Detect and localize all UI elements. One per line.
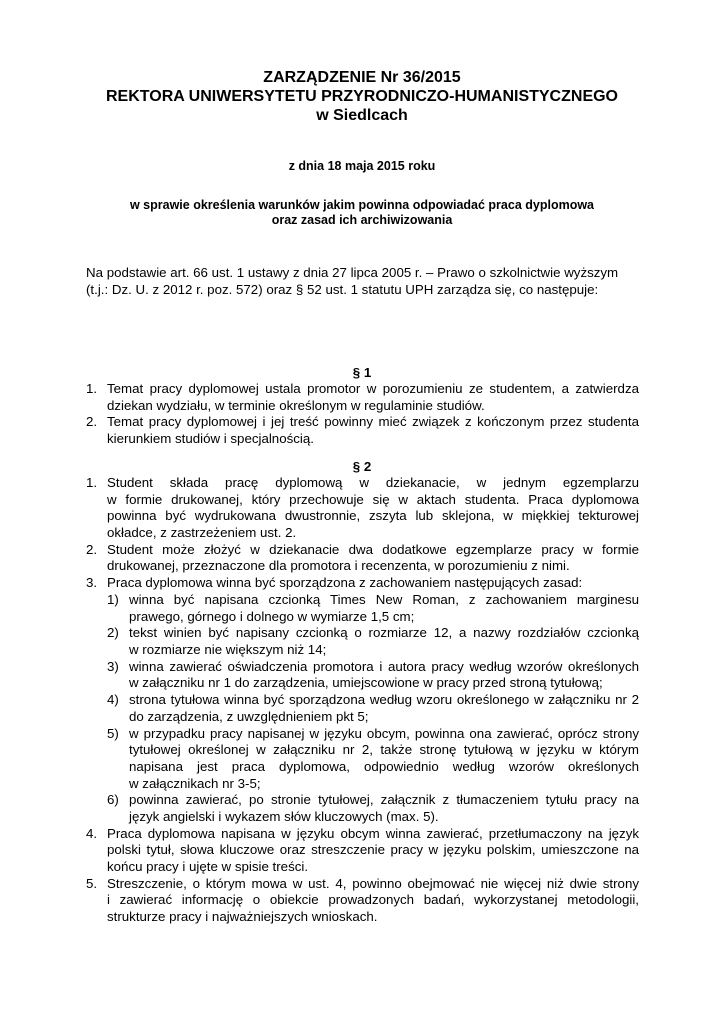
list-line: do zarządzenia, z uwzględnieniem pkt 5;	[129, 708, 369, 724]
list-line: winna być napisana czcionką Times New Roman, z zachowaniem marginesu	[129, 591, 639, 607]
list-line: dziekan wydziału, w terminie określonym w regulaminie studiów.	[107, 397, 485, 413]
document-date	[0, 159, 724, 174]
section-1-heading: § 1	[352, 365, 372, 380]
document-title	[0, 68, 724, 125]
list-line: strukturze pracy i najważniejszych wnioskach.	[107, 909, 378, 925]
list-number: 1.	[86, 475, 98, 490]
document-subject	[0, 198, 724, 228]
list-line: powinna zawierać, po stronie tytułowej, załącznik z tłumaczeniem tytułu pracy na	[129, 792, 639, 808]
list-line: w formie drukowanej, który przechowuje się w aktach studenta. Praca dyplomowa	[107, 491, 639, 507]
list-line: strona tytułowa winna być sporządzona według wzoru określonego w załączniku nr 2	[129, 692, 639, 708]
list-line: winna zawierać oświadczenia promotora i autora pracy według wzorów określonych	[129, 658, 639, 674]
list-line: w załącznikach nr 3-5;	[129, 775, 261, 791]
list-number: 2)	[107, 625, 119, 641]
list-line: Temat pracy dyplomowej ustala promotor w porozumieniu ze studentem, a zatwierdza	[107, 381, 639, 396]
list-line: drukowanej, przeznaczone dla promotora i recenzenta, w porozumieniu z nimi.	[107, 558, 570, 574]
list-line: powinna być wydrukowana dwustronnie, zszyta lub sklejona, w miękkiej tekturowej	[107, 508, 639, 524]
title-line-2: REKTORA UNIWERSYTETU PRZYRODNICZO-HUMANISTYCZNEGO	[106, 88, 618, 105]
list-number: 4)	[107, 692, 119, 708]
list-line: Streszczenie, o którym mowa w ust. 4, powinno obejmować nie więcej niż dwie strony	[107, 875, 639, 891]
list-line: okładce, z zastrzeżeniem ust. 2.	[107, 525, 297, 541]
list-line: w przypadku pracy napisanej w języku obcym, powinna ona zawierać, oprócz strony	[129, 725, 639, 741]
list-number: 3.	[86, 575, 98, 591]
list-line: Temat pracy dyplomowej i jej treść powinny mieć związek z kończonym przez studenta	[107, 414, 639, 430]
list-number: 1)	[107, 591, 119, 607]
list-number: 5)	[107, 725, 119, 741]
list-line: Student składa pracę dyplomową w dziekanacie, w jednym egzemplarzu	[107, 475, 639, 490]
list-number: 4.	[86, 825, 98, 841]
preamble	[86, 265, 618, 298]
list-number: 2.	[86, 541, 98, 557]
list-line: Praca dyplomowa winna być sporządzona z zachowaniem następujących zasad:	[107, 575, 583, 591]
list-line: prawego, górnego i dolnego w wymiarze 1,5 cm;	[129, 608, 415, 624]
list-line: napisana jest praca dyplomowa, odpowiednio według wzorów określonych	[129, 758, 639, 774]
title-line-3: w Siedlcach	[316, 107, 408, 124]
list-number: 5.	[86, 875, 98, 891]
list-line: końcu pracy i ujęte w spisie treści.	[107, 859, 309, 875]
subject-line-1: w sprawie określenia warunków jakim powinna odpowiadać praca dyplomowa	[129, 198, 594, 212]
title-line-1: ZARZĄDZENIE Nr 36/2015	[263, 69, 461, 86]
section-2-heading: § 2	[352, 459, 372, 474]
list-line: tekst winien być napisany czcionką o rozmiarze 12, a nazwy rozdziałów czcionką	[129, 625, 639, 641]
preamble-line-2: (t.j.: Dz. U. z 2012 r. poz. 572) oraz § 52 ust. 1 statutu UPH zarządza się, co następuje:	[86, 281, 599, 297]
list-number: 2.	[86, 414, 98, 430]
list-line: w załączniku nr 1 do zarządzenia, umiejscowione w pracy przed stroną tytułową;	[129, 675, 603, 691]
list-line: polski tytuł, słowa kluczowe oraz streszczenie pracy w języku polskim, umieszczone na	[107, 842, 639, 858]
date-text: z dnia 18 maja 2015 roku	[288, 159, 436, 173]
list-line: Student może złożyć w dziekanacie dwa dodatkowe egzemplarze pracy w formie	[107, 541, 639, 557]
subject-line-2: oraz zasad ich archiwizowania	[271, 213, 453, 227]
list-line: kierunkiem studiów i specjalnością.	[107, 431, 314, 447]
list-line: w rozmiarze nie większym niż 14;	[129, 641, 327, 657]
list-number: 6)	[107, 792, 119, 808]
preamble-line-1: Na podstawie art. 66 ust. 1 ustawy z dnia 27 lipca 2005 r. – Prawo o szkolnictwie wyższym	[86, 265, 619, 280]
list-line: język angielski i wykazem słów kluczowych (max. 5).	[129, 808, 439, 824]
list-line: Praca dyplomowa napisana w języku obcym winna zawierać, przetłumaczony na język	[107, 825, 639, 841]
list-line: tytułowej określonej w załączniku nr 2, także stronę tytułową w języku w którym	[129, 742, 639, 758]
list-number: 3)	[107, 658, 119, 674]
list-line: i zawierać informację o obiekcie prowadzonych badań, wykorzystanej metodologii,	[107, 892, 639, 908]
list-number: 1.	[86, 381, 98, 396]
